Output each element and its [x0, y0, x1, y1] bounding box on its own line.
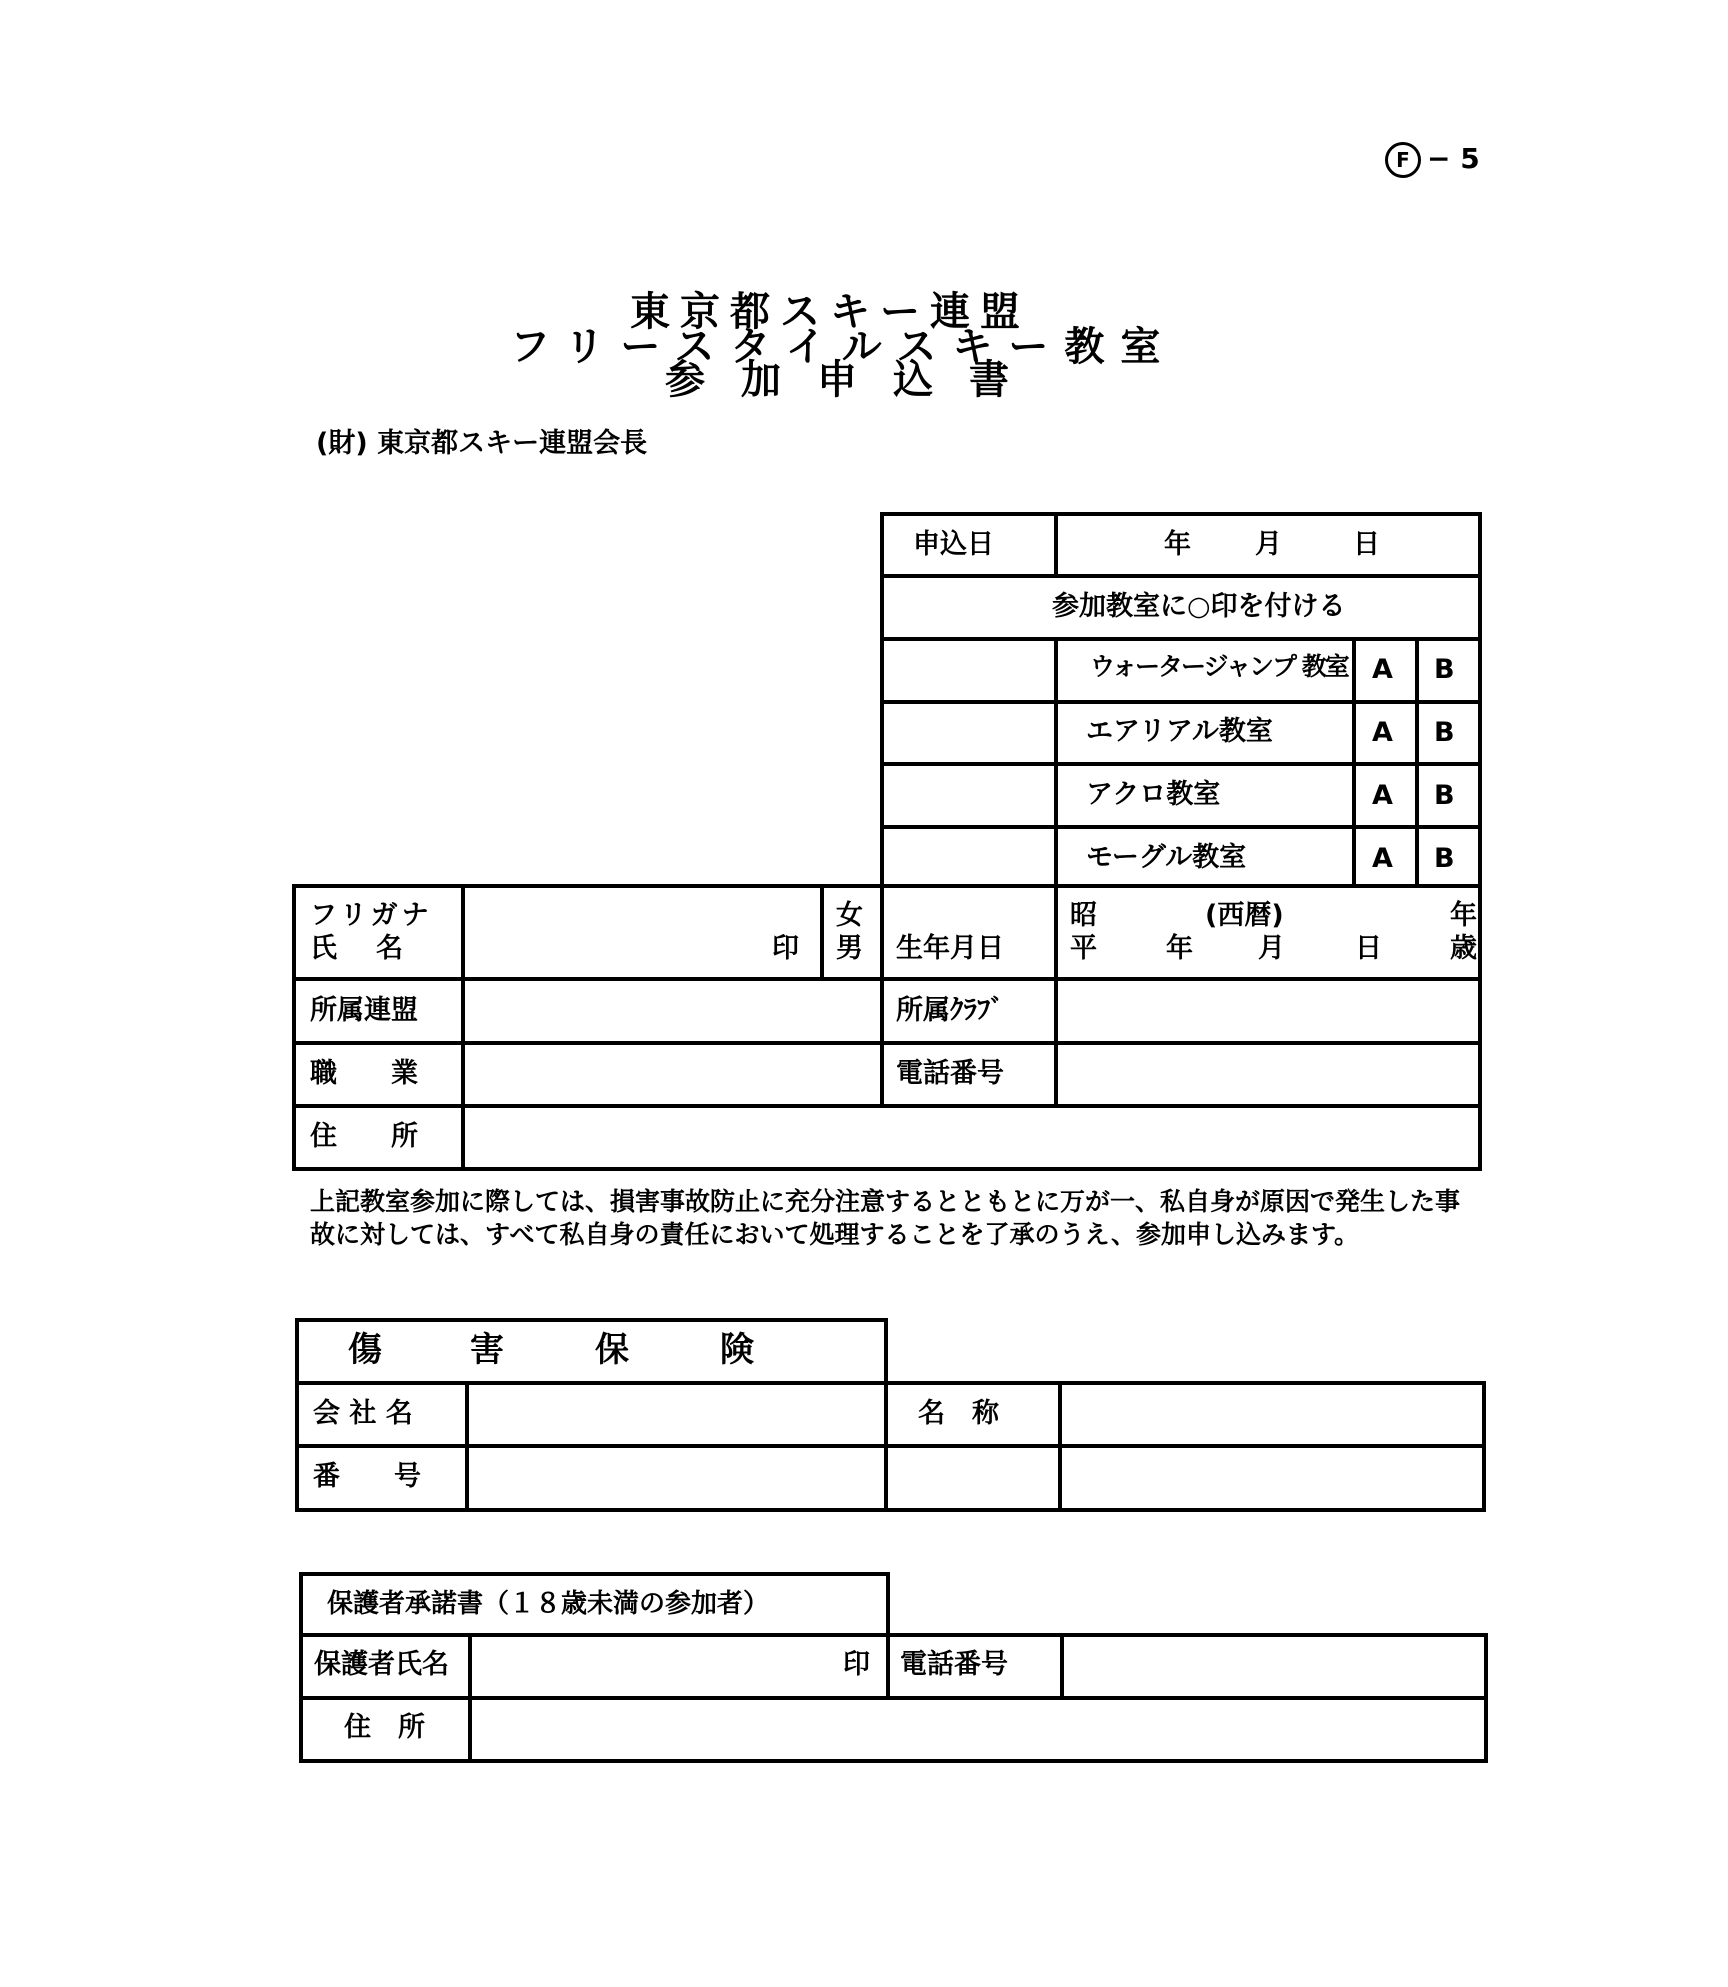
addressee: (財) 東京都スキー連盟会長	[316, 428, 648, 459]
date-month-unit: 月	[1255, 529, 1282, 560]
guardian-phone-field[interactable]	[1064, 1637, 1484, 1696]
club-field[interactable]	[1058, 981, 1478, 1041]
class-option-b[interactable]: B	[1434, 717, 1455, 748]
gender-male-option[interactable]: 男	[836, 933, 863, 964]
federation-field[interactable]	[465, 981, 880, 1041]
furigana-label: フリガナ	[310, 900, 433, 931]
class-option-a[interactable]: A	[1372, 717, 1393, 748]
date-year-unit: 年	[1164, 529, 1191, 560]
application-date-label: 申込日	[913, 529, 994, 560]
age-unit: 歳	[1450, 933, 1477, 964]
title-line-3: 参加申込書	[665, 356, 1045, 403]
insurance-heading-char: 害	[470, 1330, 504, 1370]
address-label: 住 所	[310, 1121, 418, 1152]
class-option-b[interactable]: B	[1434, 654, 1455, 685]
gender-female-option[interactable]: 女	[836, 900, 863, 931]
phone-label: 電話番号	[896, 1058, 1004, 1089]
occupation-label: 職 業	[310, 1058, 418, 1089]
club-label: 所属ｸﾗﾌﾞ	[896, 995, 1004, 1026]
class-name-mogul: モーグル教室	[1086, 842, 1247, 873]
seal-mark: 印	[772, 933, 799, 964]
insurance-number-label: 番 号	[313, 1461, 421, 1492]
address-field[interactable]	[465, 1108, 1478, 1167]
dob-day-unit: 日	[1355, 933, 1382, 964]
document-code-circle: F	[1385, 142, 1421, 178]
class-option-b[interactable]: B	[1434, 780, 1455, 811]
insurance-number-field[interactable]	[469, 1448, 884, 1508]
dob-year-unit-top: 年	[1450, 900, 1477, 931]
name-field[interactable]	[465, 888, 820, 977]
era-showa[interactable]: 昭	[1070, 900, 1097, 931]
document-code-suffix: − 5	[1427, 142, 1480, 175]
dob-year-unit: 年	[1166, 933, 1193, 964]
guardian-address-field[interactable]	[472, 1700, 1484, 1759]
class-option-a[interactable]: A	[1372, 843, 1393, 874]
insurance-heading-char: 保	[595, 1330, 629, 1370]
occupation-field[interactable]	[465, 1045, 880, 1104]
date-day-unit: 日	[1353, 529, 1380, 560]
insurance-company-label: 会 社 名	[313, 1398, 413, 1429]
declaration-text: 上記教室参加に際しては、損害事故防止に充分注意するとともとに万が一、私自身が原因で発生した事故に対しては、すべて私自身の責任において処理することを了承のうえ、参加申し込みます。	[310, 1187, 1461, 1249]
guardian-address-label: 住 所	[344, 1712, 425, 1743]
application-date-field[interactable]	[1058, 516, 1478, 574]
class-name-acro: アクロ教室	[1086, 779, 1221, 810]
class-name-water-jump: ウォータージャンプ 教室	[1090, 652, 1348, 681]
class-name-aerial: エアリアル教室	[1086, 716, 1273, 747]
insurance-product-label: 名 称	[918, 1398, 999, 1429]
guardian-name-label: 保護者氏名	[314, 1649, 449, 1680]
class-selection-instruction: 参加教室に○印を付ける	[1052, 591, 1346, 622]
guardian-consent-heading: 保護者承諾書（１８歳未満の参加者）	[327, 1589, 770, 1619]
insurance-company-field[interactable]	[469, 1385, 884, 1444]
seireki-label: (西暦)	[1205, 900, 1284, 931]
title-line-2: フリースタイルスキー教室	[510, 323, 1177, 370]
era-heisei[interactable]: 平	[1070, 933, 1097, 964]
dob-month-unit: 月	[1258, 933, 1285, 964]
guardian-phone-label: 電話番号	[900, 1649, 1008, 1680]
document-code	[1385, 142, 1480, 178]
title-line-1: 東京都スキー連盟	[630, 288, 1030, 335]
federation-label: 所属連盟	[310, 995, 418, 1026]
name-label: 氏 名	[310, 933, 409, 964]
insurance-product-field[interactable]	[1062, 1385, 1482, 1444]
phone-field[interactable]	[1058, 1045, 1478, 1104]
insurance-heading-char: 険	[720, 1330, 754, 1370]
date-of-birth-label: 生年月日	[896, 933, 1004, 964]
guardian-seal-mark: 印	[843, 1649, 870, 1680]
guardian-name-field[interactable]	[472, 1637, 886, 1696]
insurance-heading-char: 傷	[348, 1330, 382, 1370]
class-option-b[interactable]: B	[1434, 843, 1455, 874]
class-option-a[interactable]: A	[1372, 780, 1393, 811]
class-option-a[interactable]: A	[1372, 654, 1393, 685]
